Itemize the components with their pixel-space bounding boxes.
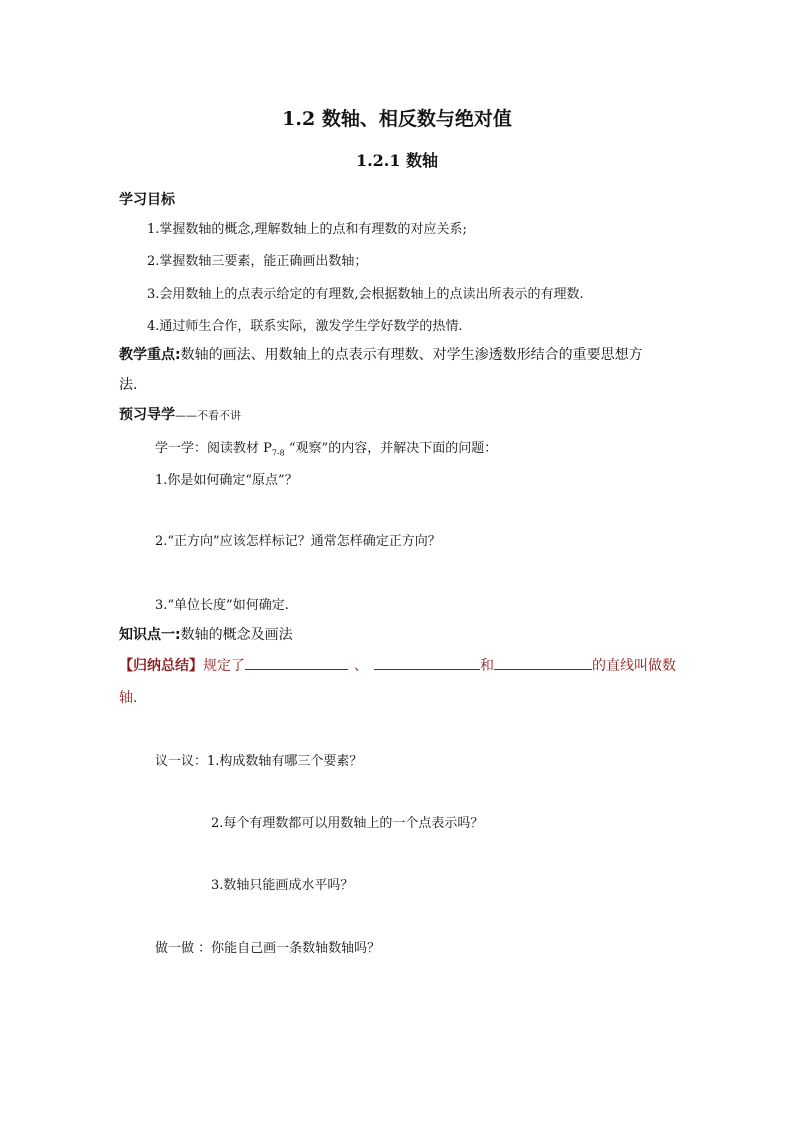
focus-text: 数轴的画法、用数轴上的点表示有理数、对学生渗透数形结合的重要思想方 — [180, 347, 643, 363]
summary-row — [119, 655, 676, 675]
page-title: 1.2 数轴、相反数与绝对值 — [282, 108, 512, 130]
do-text: 你能自己画一条数轴数轴吗？ — [211, 941, 381, 956]
preview-question: 1.你是如何确定“原点”？ — [155, 473, 298, 488]
section-subtitle: 1.2.1 数轴 — [355, 151, 439, 170]
preview-intro — [155, 437, 497, 458]
knowledge-heading: 知识点一: — [119, 627, 181, 643]
fill-blank[interactable] — [245, 655, 348, 670]
fill-blank[interactable] — [374, 655, 480, 670]
summary-continued: 轴. — [119, 690, 138, 706]
preview-heading: 预习导学 — [119, 407, 175, 423]
preview-question: 3.“单位长度”如何确定. — [155, 598, 289, 613]
do-row — [155, 937, 380, 956]
focus-paragraph — [119, 344, 643, 364]
page-range: 7-8 — [271, 448, 285, 458]
do-label: 做一做 ： — [155, 941, 212, 956]
goal-item: 4.通过师生合作，联系实际，激发学生学好数学的热情. — [147, 319, 463, 334]
summary-end: 的直线叫做数 — [592, 658, 676, 674]
fill-blank[interactable] — [494, 655, 592, 670]
goal-item: 1.掌握数轴的概念,理解数轴上的点和有理数的对应关系; — [147, 222, 467, 237]
preview-question: 2.“正方向”应该怎样标记？通常怎样确定正方向？ — [155, 534, 441, 549]
focus-text-continued: 法. — [119, 377, 138, 393]
goals-heading: 学习目标 — [119, 192, 175, 208]
summary-label: 【归纳总结】 — [119, 658, 203, 674]
focus-label: 教学重点: — [119, 347, 181, 363]
knowledge-heading-rest: 数轴的概念及画法 — [180, 627, 293, 643]
separator: 、 — [354, 658, 368, 674]
preview-heading-row — [119, 404, 241, 424]
knowledge-heading-row — [119, 624, 293, 644]
discuss-label: 议一议： — [155, 754, 208, 769]
preview-note: ——不看不讲 — [175, 409, 241, 422]
discuss-question: 3.数轴只能画成水平吗？ — [211, 878, 354, 893]
separator: 和 — [480, 658, 494, 674]
intro-text: 学一学：阅读教材 P — [155, 441, 272, 456]
discuss-row — [155, 750, 362, 769]
discuss-question: 2.每个有理数都可以用数轴上的一个点表示吗？ — [211, 816, 484, 831]
goal-item: 3.会用数轴上的点表示给定的有理数,会根据数轴上的点读出所表示的有理数. — [147, 287, 584, 302]
goal-item: 2.掌握数轴三要素，能正确画出数轴； — [147, 254, 368, 269]
discuss-question: 1.构成数轴有哪三个要素？ — [207, 754, 363, 769]
summary-text: 规定了 — [203, 658, 245, 674]
intro-text-rest: “观察”的内容，并解决下面的问题： — [284, 441, 498, 456]
